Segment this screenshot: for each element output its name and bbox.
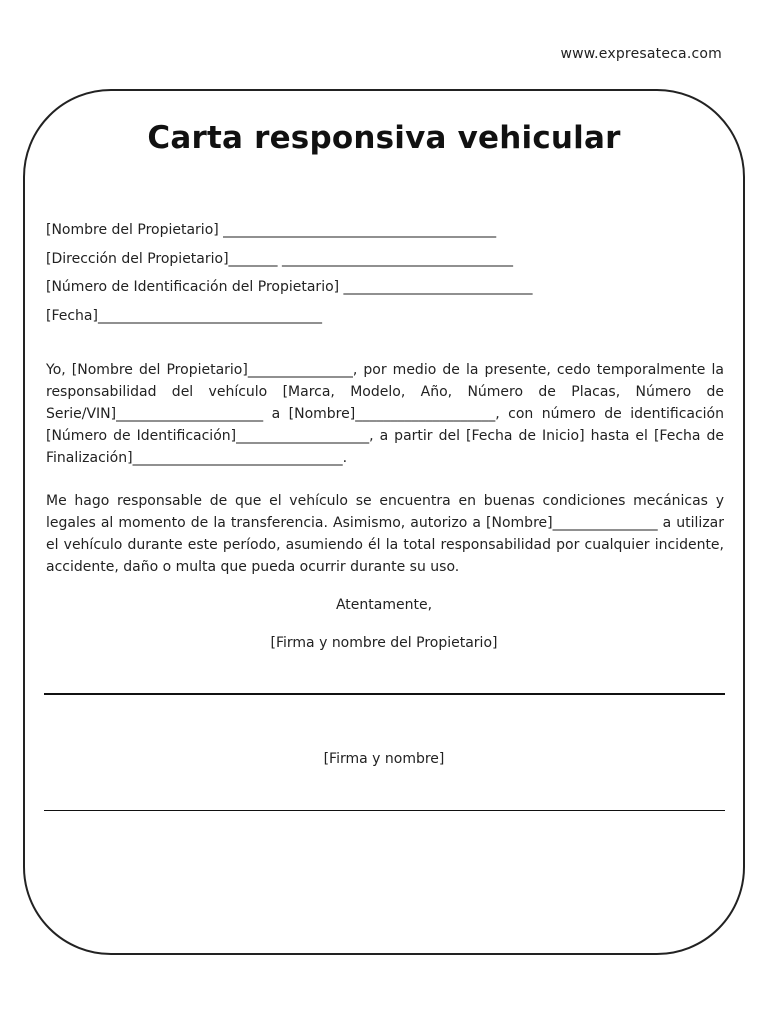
document-title: Carta responsiva vehicular bbox=[147, 120, 621, 156]
paragraph-cession: Yo, [Nombre del Propietario]_______________, por medio de la presente, cedo temporalmente la responsabilidad del vehículo [Marca, Modelo, Año, Número de Placas, Número de Serie/VIN]_____________________ a [Nombre]____________________, con número de identificación [Número de Identificación]___________________, a partir del [Fecha de Inicio] hasta el [Fecha de Finalización]______________________________. bbox=[46, 362, 724, 466]
paragraph-responsibility: Me hago responsable de que el vehículo se encuentra en buenas condiciones mecánicas y legales al momento de la transferencia. Asimismo, autorizo a [Nombre]_______________ a utilizar el vehículo durante este período, asumiendo él la total responsabilidad por cualquier incidente, accidente, daño o multa que pueda ocurrir durante su uso. bbox=[46, 493, 724, 575]
header-fields bbox=[46, 216, 726, 330]
owner-name-field: [Nombre del Propietario] _______________________________________ bbox=[46, 222, 497, 238]
owner-address-field: [Dirección del Propietario]_______ _________________________________ bbox=[46, 250, 513, 267]
date-field: [Fecha]________________________________ bbox=[46, 307, 322, 324]
closing-text: Atentamente, bbox=[335, 597, 433, 613]
site-url: www.expresateca.com bbox=[560, 46, 722, 62]
signature-line-signer bbox=[44, 810, 725, 811]
owner-id-field: [Número de Identificación del Propietario] ___________________________ bbox=[46, 279, 533, 295]
signer-signature-label: [Firma y nombre] bbox=[323, 751, 445, 767]
signature-line-owner bbox=[44, 693, 725, 695]
owner-signature-label: [Firma y nombre del Propietario] bbox=[270, 635, 498, 651]
